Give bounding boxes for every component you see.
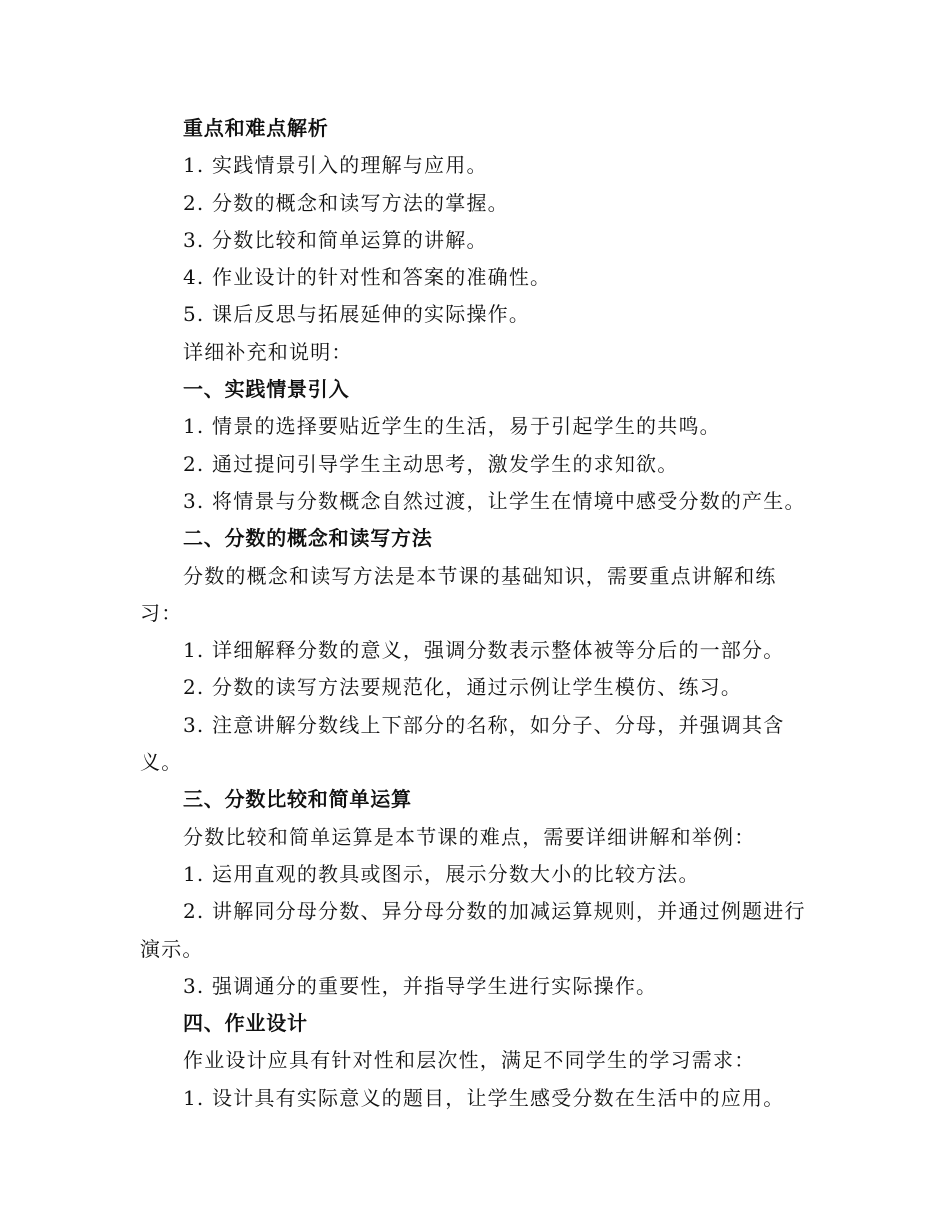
list-item: 1. 详细解释分数的意义，强调分数表示整体被等分后的一部分。 xyxy=(183,638,785,663)
list-item: 5. 课后反思与拓展延伸的实际操作。 xyxy=(183,302,531,327)
list-item: 1. 实践情景引入的理解与应用。 xyxy=(183,153,488,178)
list-item: 2. 分数的概念和读写方法的掌握。 xyxy=(183,190,509,215)
section-heading-key-points: 重点和难点解析 xyxy=(183,116,329,140)
list-item: 3. 强调通分的重要性，并指导学生进行实际操作。 xyxy=(183,973,658,998)
list-item: 4. 作业设计的针对性和答案的准确性。 xyxy=(183,265,552,290)
body-paragraph: 作业设计应具有针对性和层次性，满足不同学生的学习需求： xyxy=(183,1048,756,1073)
list-item: 3. 注意讲解分数线上下部分的名称，如分子、分母，并强调其含义。 xyxy=(140,712,785,775)
section-heading-4: 四、作业设计 xyxy=(183,1011,308,1036)
list-item: 3. 分数比较和简单运算的讲解。 xyxy=(183,227,488,252)
list-item: 2. 分数的读写方法要规范化，通过示例让学生模仿、练习。 xyxy=(183,675,743,700)
list-item: 2. 讲解同分母分数、异分母分数的加减运算规则，并通过例题进行演示。 xyxy=(140,899,806,961)
section-heading-3: 三、分数比较和简单运算 xyxy=(183,787,412,812)
list-item: 1. 设计具有实际意义的题目，让学生感受分数在生活中的应用。 xyxy=(183,1085,785,1110)
list-item: 3. 将情景与分数概念自然过渡，让学生在情境中感受分数的产生。 xyxy=(183,488,806,513)
list-item: 2. 通过提问引导学生主动思考，激发学生的求知欲。 xyxy=(183,451,679,476)
body-paragraph: 详细补充和说明： xyxy=(183,339,353,364)
body-paragraph: 分数的概念和读写方法是本节课的基础知识，需要重点讲解和练习： xyxy=(140,563,777,625)
list-item: 1. 运用直观的教具或图示，展示分数大小的比较方法。 xyxy=(183,861,700,886)
body-paragraph: 分数比较和简单运算是本节课的难点，需要详细讲解和举例： xyxy=(183,824,756,849)
section-heading-2: 二、分数的概念和读写方法 xyxy=(183,526,433,551)
list-item: 1. 情景的选择要贴近学生的生活，易于引起学生的共鸣。 xyxy=(183,414,721,439)
section-heading-1: 一、实践情景引入 xyxy=(183,377,350,402)
